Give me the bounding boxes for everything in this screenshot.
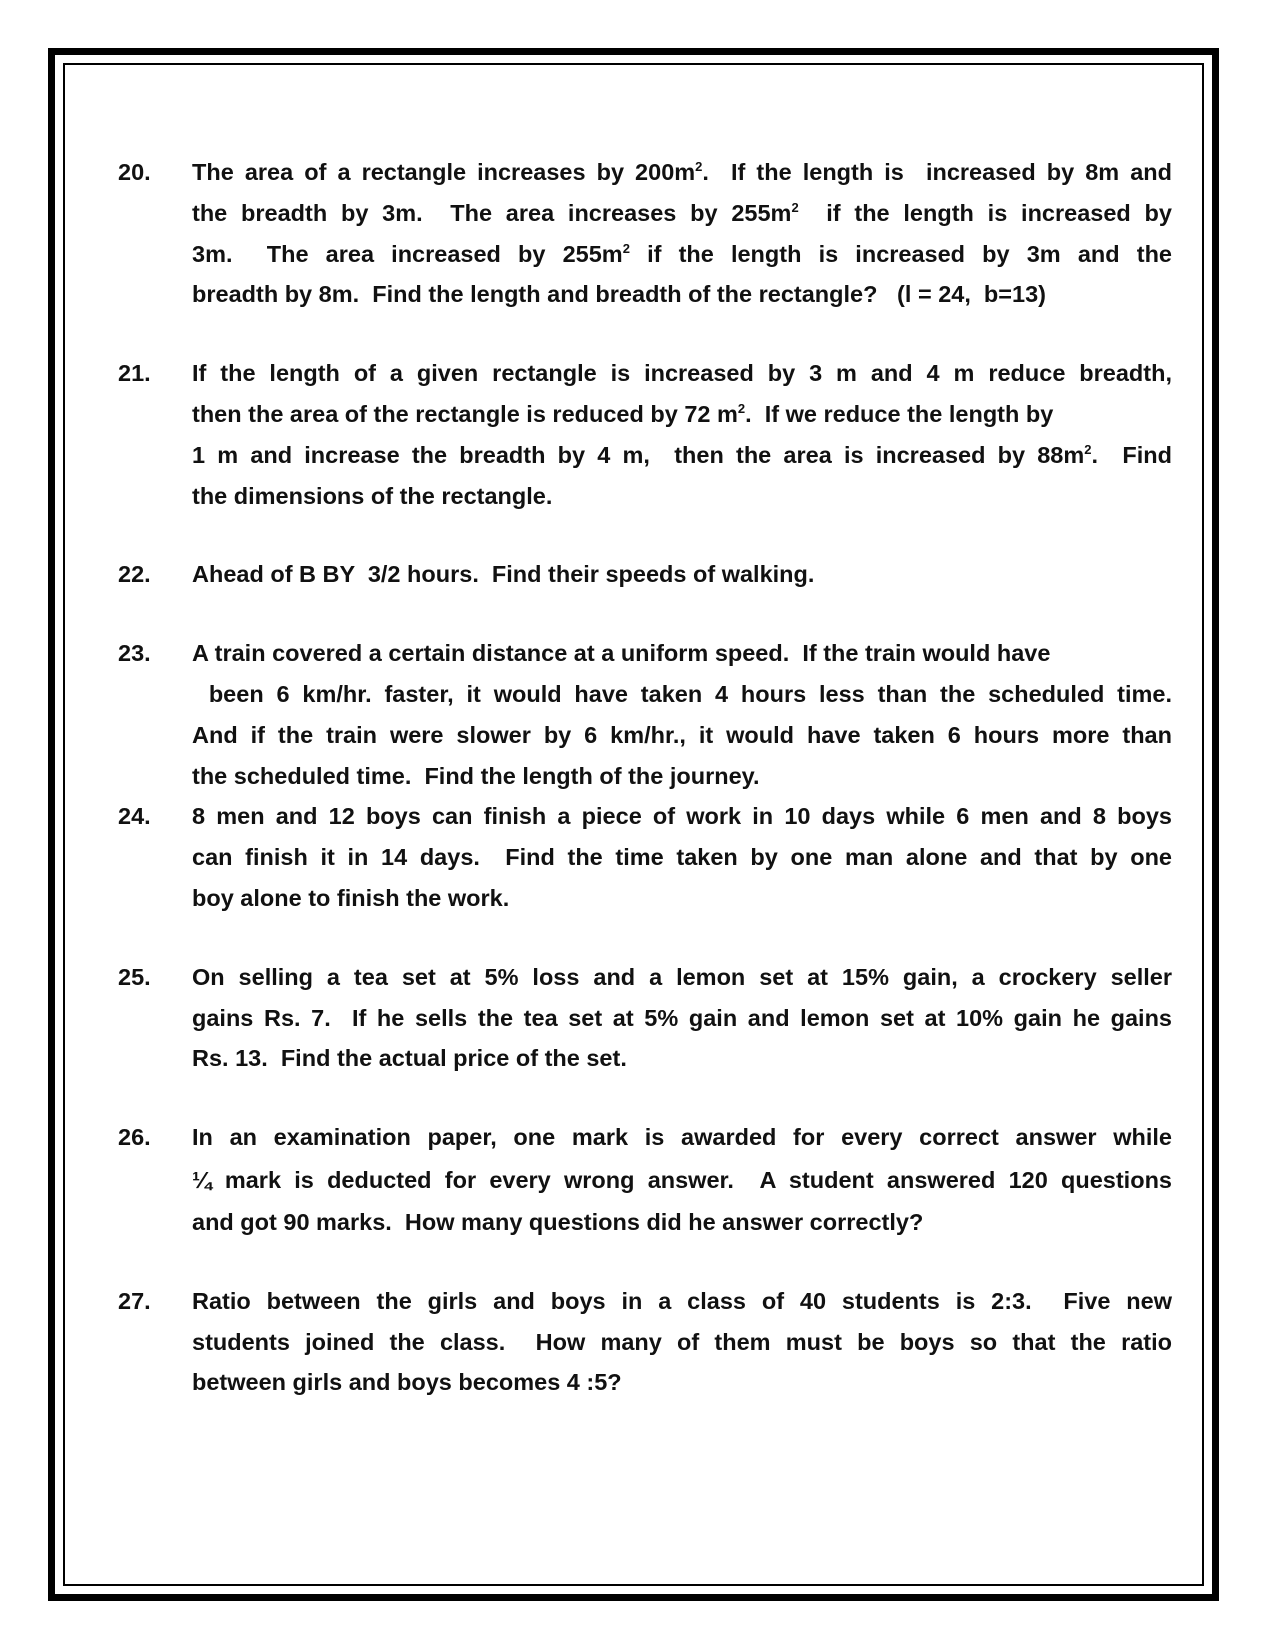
- question-number: 24.: [118, 803, 151, 830]
- text-line: then the area of the rectangle is reduced by 72 $m^2$. If we reduce the length by: [192, 400, 1054, 427]
- question-number: 26.: [118, 1124, 151, 1151]
- question-26: [118, 1117, 1172, 1243]
- question-number: 23.: [118, 640, 151, 667]
- question-number: 22.: [118, 561, 151, 588]
- text-line: been 6 km/hr. faster, it would have taken 4 hours less than the scheduled time.: [196, 680, 1172, 707]
- question-text: [192, 152, 1172, 315]
- text-line: Ahead of B BY 3/2 hours. Find their speeds of walking.: [192, 561, 815, 588]
- text-line: A train covered a certain distance at a uniform speed. If the train would have: [192, 640, 1051, 667]
- question-23: [118, 633, 1172, 796]
- text-line: the scheduled time. Find the length of the journey.: [192, 762, 760, 789]
- question-text: [192, 633, 1172, 796]
- text-line: ¼ mark is deducted for every wrong answer. A student answered 120 questions: [192, 1166, 1172, 1193]
- text-line: boy alone to finish the work.: [192, 884, 510, 911]
- question-text: [192, 1281, 1172, 1403]
- question-text: [192, 1117, 1172, 1243]
- question-number: 20.: [118, 159, 151, 185]
- text-line: On selling a tea set at 5% loss and a lemon set at 15% gain, a crockery seller: [192, 963, 1172, 990]
- text-line: And if the train were slower by 6 km/hr., it would have taken 6 hours more than: [192, 721, 1172, 748]
- text-line: the dimensions of the rectangle.: [192, 482, 553, 509]
- text-line: 8 men and 12 boys can finish a piece of work in 10 days while 6 men and 8 boys: [192, 803, 1172, 830]
- text-line: students joined the class. How many of them must be boys so that the ratio: [192, 1328, 1172, 1355]
- text-line: and got 90 marks. How many questions did he answer correctly?: [192, 1208, 924, 1235]
- question-25: [118, 957, 1172, 1079]
- question-22: [118, 554, 1172, 595]
- question-27: [118, 1281, 1172, 1403]
- question-number: 25.: [118, 963, 151, 990]
- text-line: Rs. 13. Find the actual price of the set.: [192, 1045, 627, 1072]
- question-text: [192, 796, 1172, 918]
- question-list: [118, 152, 1172, 1403]
- text-line: breadth by 8m. Find the length and breadth of the rectangle? (l = 24, b=13): [192, 281, 1046, 308]
- question-text: [192, 957, 1172, 1079]
- text-line: gains Rs. 7. If he sells the tea set at 5% gain and lemon set at 10% gain he gains: [192, 1004, 1172, 1031]
- question-text: [192, 353, 1172, 516]
- text-line: the breadth by 3m. The area increases by $255m^2$ if the length is increased by: [192, 199, 1172, 226]
- text-line: If the length of a given rectangle is increased by 3 m and 4 m reduce breadth,: [192, 360, 1172, 387]
- question-24: [118, 796, 1172, 918]
- text-line: can finish it in 14 days. Find the time taken by one man alone and that by one: [192, 844, 1172, 871]
- question-20: [118, 152, 1172, 315]
- question-number: 27.: [118, 1287, 151, 1314]
- text-line: 3m. The area increased by $255m^2$ if the length is increased by 3m and the: [192, 240, 1172, 267]
- question-21: [118, 353, 1172, 516]
- text-line: between girls and boys becomes 4 :5?: [192, 1369, 622, 1396]
- text-line: 1 m and increase the breadth by 4 m, then the area is increased by $88m^2$. Find: [192, 441, 1172, 468]
- text-line: Ratio between the girls and boys in a class of 40 students is 2:3. Five new: [192, 1287, 1172, 1314]
- text-line: The area of a rectangle increases by $200m^2$. If the length is increased by 8m and: [192, 159, 1172, 185]
- question-number: 21.: [118, 360, 151, 387]
- question-text: [192, 554, 1172, 595]
- text-line: In an examination paper, one mark is awarded for every correct answer while: [192, 1124, 1172, 1151]
